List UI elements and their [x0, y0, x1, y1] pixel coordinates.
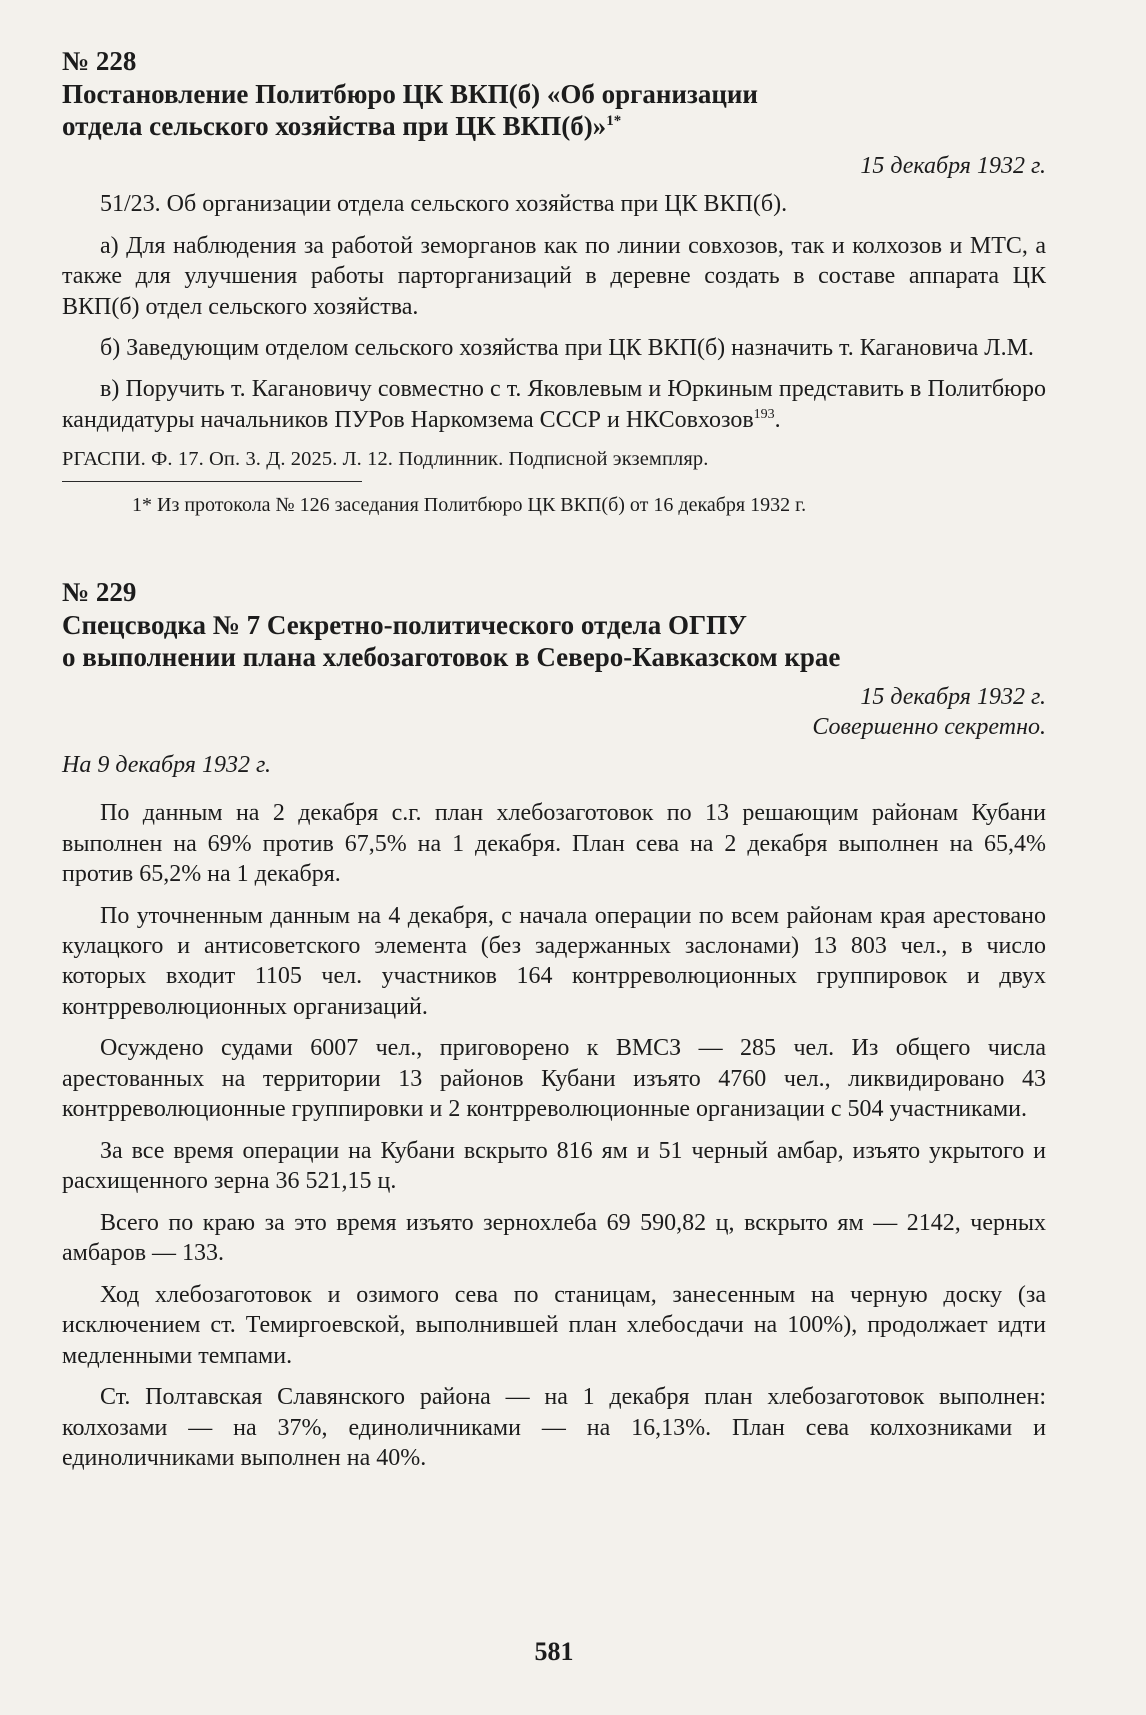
doc-229-paragraph: По уточненным данным на 4 декабря, с начала операции по всем районам края арестовано кулацкого и антисоветского элемента (без задержанных заслонами) 13 803 чел., в число которых входит 1105 чел. участников 164 контрреволюционных группировок и двух контрреволюционных организаций. [62, 902, 1046, 1020]
document-228 [62, 45, 1046, 518]
doc-229-paragraph: Всего по краю за это время изъято зернохлеба 69 590,82 ц, вскрыто ям — 2142, черных амбаров — 133. [62, 1209, 1046, 1267]
footnote-divider [62, 481, 362, 482]
doc-229-number: № 229 [62, 577, 137, 608]
doc-229-classification: Совершенно секретно. [812, 714, 1046, 741]
doc-228-paragraph: 51/23. Об организации отдела сельского хозяйства при ЦК ВКП(б). [100, 191, 788, 218]
doc-229-paragraph: Ход хлебозаготовок и озимого сева по станицам, занесенным на черную доску (за исключением ст. Темиргоевской, выполнившей план хлебосдачи на 100%), продолжает идти медленными темпами. [62, 1281, 1046, 1369]
document-page [62, 45, 1046, 1685]
doc-228-p4-end: . [774, 406, 781, 433]
doc-228-title [62, 79, 1046, 143]
doc-228-paragraph: а) Для наблюдения за работой земорганов как по линии совхозов, так и колхозов и МТС, а также для улучшения работы парторганизаций в деревне создать в составе аппарата ЦК ВКП(б) отдел сельского хозяйства. [62, 232, 1046, 320]
doc-228-number: № 228 [62, 46, 137, 76]
doc-228-date: 15 декабря 1932 г. [860, 153, 1046, 180]
doc-229-date: 15 декабря 1932 г. [860, 684, 1046, 711]
doc-229-paragraph: За все время операции на Кубани вскрыто 816 ям и 51 черный амбар, изъято укрытого и расхищенного зерна 36 521,15 ц. [62, 1137, 1046, 1195]
doc-228-archive-reference: РГАСПИ. Ф. 17. Оп. 3. Д. 2025. Л. 12. Подлинник. Подписной экземпляр. [62, 448, 709, 471]
doc-228-paragraph [62, 374, 1046, 435]
document-229 [62, 576, 1046, 1473]
doc-229-title-line1: Спецсводка № 7 Секретно-политического отдела ОГПУ [62, 610, 747, 641]
doc-228-p4-text: в) Поручить т. Кагановичу совместно с т. Яковлевым и Юркиным представить в Политбюро кандидатуры начальников ПУРов Наркомзема СССР и НКСовхозов [62, 376, 1046, 433]
doc-229-paragraph: Ст. Полтавская Славянского района — на 1 декабря план хлебозаготовок выполнен: колхозами — на 37%, единоличниками — на 16,13%. План сева колхозниками и единоличниками выполнен на 40%. [62, 1384, 1046, 1472]
doc-228-title-line1: Постановление Политбюро ЦК ВКП(б) «Об организации [62, 79, 758, 110]
doc-229-title-line2: о выполнении плана хлебозаготовок в Северо-Кавказском крае [62, 642, 841, 673]
doc-229-title [62, 610, 1046, 674]
doc-228-footnote: 1* Из протокола № 126 заседания Политбюро ЦК ВКП(б) от 16 декабря 1932 г. [132, 494, 807, 517]
doc-229-paragraph: Осуждено судами 6007 чел., приговорено к ВМСЗ — 285 чел. Из общего числа арестованных на территории 13 районов Кубани изъято 4760 чел., ликвидировано 43 контрреволюционные группировки и 2 контрреволюционные организации с 504 участниками. [62, 1035, 1046, 1123]
doc-228-paragraph: б) Заведующим отделом сельского хозяйства при ЦК ВКП(б) назначить т. Кагановича Л.М. [100, 334, 1034, 361]
doc-229-as-of-date: На 9 декабря 1932 г. [62, 752, 272, 779]
page-number: 581 [534, 1637, 574, 1666]
doc-228-title-footnote-mark: 1* [606, 113, 622, 130]
doc-228-endnote-ref: 193 [753, 406, 775, 422]
doc-228-title-line2: отдела сельского хозяйства при ЦК ВКП(б)» [62, 111, 607, 142]
doc-229-paragraph: По данным на 2 декабря с.г. план хлебозаготовок по 13 решающим районам Кубани выполнен на 69% против 67,5% на 1 декабря. План сева на 2 декабря выполнен на 65,4% против 65,2% на 1 декабря. [62, 800, 1046, 888]
